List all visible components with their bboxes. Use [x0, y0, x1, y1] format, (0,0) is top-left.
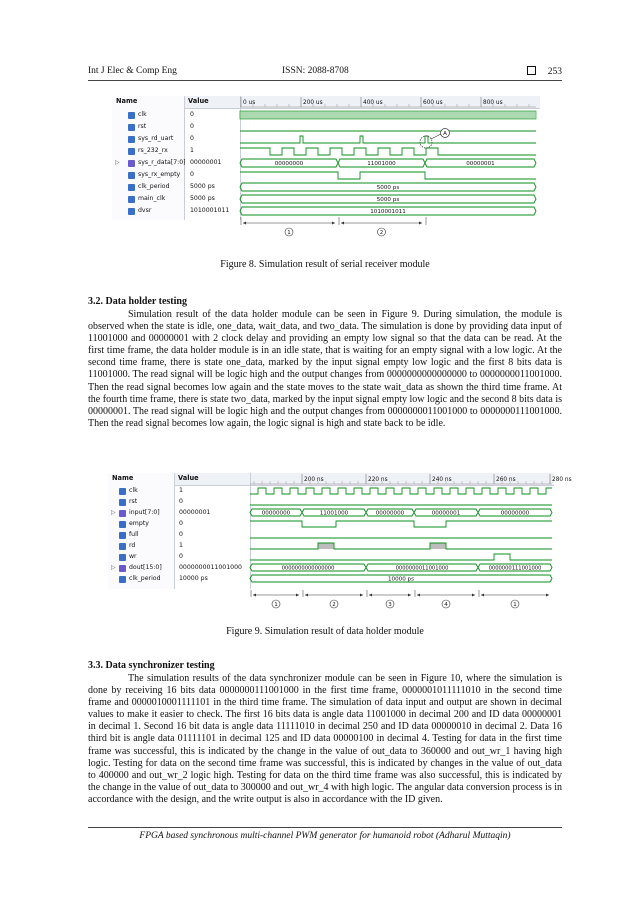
signal-name: sys_rx_empty	[138, 171, 181, 178]
frame-arrow-head	[360, 594, 363, 597]
frame-number: 1	[287, 230, 291, 236]
signal-name: main_clk	[138, 195, 166, 202]
journal-name: Int J Elec & Comp Eng	[88, 66, 177, 76]
signal-icon	[119, 576, 126, 583]
clk-wave	[250, 488, 552, 494]
fig8-wave-area	[240, 96, 540, 246]
marker-a-circle	[420, 136, 432, 148]
dout-bus-label: 0000000011001000	[395, 565, 449, 572]
expand-triangle-icon: ▷	[115, 159, 120, 166]
issn: ISSN: 2088-8708	[282, 66, 349, 76]
empty-wave	[250, 521, 552, 527]
frame-number: 1	[513, 602, 517, 608]
fig8-value-header: Value	[188, 97, 209, 105]
signal-icon	[128, 124, 135, 131]
fig9-name-header: Name	[112, 474, 134, 482]
time-tick-label: 280 ns	[552, 477, 572, 483]
expand-triangle-icon: ▷	[111, 509, 116, 516]
signal-value: 00000001	[179, 509, 211, 516]
input-bus-label: 00000000	[500, 510, 530, 517]
frame-arrow-head	[253, 594, 256, 597]
signal-value: 0	[179, 531, 183, 538]
fig9-value-header: Value	[178, 474, 199, 482]
marker-a-label: A	[443, 131, 447, 137]
signal-value: 0	[190, 171, 194, 178]
signal-icon	[128, 184, 135, 191]
signal-name: clk	[129, 487, 138, 494]
section-3-2-text	[88, 309, 562, 430]
time-tick-label: 600 us	[423, 100, 443, 106]
fig9-wave-area	[250, 473, 572, 617]
signal-value: 10000 ps	[179, 575, 208, 582]
signal-value: 1	[179, 542, 183, 549]
signal-icon	[128, 196, 135, 203]
time-tick-label: 200 us	[303, 100, 323, 106]
frame-arrow-head	[472, 594, 475, 597]
rd-high-fill	[318, 543, 334, 549]
signal-icon	[119, 554, 126, 561]
footer-rule	[88, 827, 562, 828]
signal-value: 0	[190, 111, 194, 118]
figure-8-waveform	[112, 96, 540, 246]
rd-wave	[250, 543, 552, 549]
signal-value: 00000001	[190, 159, 222, 166]
sys-r-data-bus-label: 00000000	[274, 161, 304, 167]
time-tick-label: 0 us	[243, 100, 256, 106]
frame-number: 1	[274, 602, 278, 608]
section-3-3-text	[88, 673, 562, 806]
expand-triangle-icon: ▷	[111, 564, 116, 571]
signal-name: clk_period	[138, 183, 170, 190]
signal-name: clk	[138, 111, 147, 118]
signal-icon	[119, 532, 126, 539]
section-3-3-title: 3.3. Data synchronizer testing	[88, 660, 215, 671]
frame-arrow-head	[369, 594, 372, 597]
rs-232-rx-wave	[240, 148, 536, 155]
figure-9-waveform	[108, 473, 572, 617]
page-number-group	[527, 66, 562, 77]
signal-name: input[7:0]	[129, 509, 160, 516]
section-3-3-body: The simulation results of the data synchronizer module can be seen in Figure 10, where the simulation is done by receiving 16 bits data 0000000111001000 in the first time frame, 0000001011111010 in the second time frame and 0000010001111101 in the third time frame. The simulation of data input and output are shown in decimal values to make it easier to check. The first 16 bits data is angle data 11001000 in decimal 200 and ID data 00000001 in decimal 1. Second 16 bit data is angle data 11111010 in decimal 250 and ID data 00000010 in decimal 2. Data 16 third bit is angle data 01111101 in decimal 125 and ID data 00000100 in decimal 4. Testing for data in the first time frame was successful, this is indicated by the change in the value of out_data to 360000 and out_wr_1 having high logic. Testing for data on the second time frame was successful, this is indicated by changes in the value of out_data to 400000 and out_wr_2 logic high. Testing for data on the third time frame was also successful, this is indicated by the change in the value of out_data to 300000 and out_wr_4 with high logic. The angular data conversion process is in accordance with the design, and the write output is also in accordance with the ID given.	[88, 673, 562, 805]
frame-arrow-head	[481, 594, 484, 597]
time-tick-label: 220 ns	[368, 477, 388, 483]
sys-rd-uart-wave	[240, 136, 536, 143]
frame-number: 4	[444, 602, 448, 608]
footer-running-title: FPGA based synchronous multi-channel PWM generator for humanoid robot (Adharul Muttaqin)	[139, 831, 511, 841]
signal-name: rst	[138, 123, 147, 130]
signal-value: 1	[190, 147, 194, 154]
section-3-2-body: Simulation result of the data holder module can be seen in Figure 9. During simulation, the module is observed when the state is idle, one_data, wait_data, and two_data. The simulation is done by providing data input of 11001000 and 00000001 with 2 clock delay and providing an empty low signal so that the data can be read. At the first time frame, the data holder module is in an idle state, that is waiting for an empty signal with a low logic. At the second time frame, there is state one_data, marked by the input signal empty low logic and the first 8 bits data is 11001000. The read signal will be logic high and the output changes from 0000000000000000 to 0000000011001000. Then the read signal becomes low again and the state moves to the state wait_data as shown the third time frame. At the fourth time frame, there is state two_data, marked by the input signal empty low logic and the second 8 bits data is 00000001. The read signal will be logic high and the output changes from 0000000011001000 to 0000000111001000. Then the read signal becomes low again, the logic signal is high and state back to be idle.	[88, 309, 562, 429]
figure-8-caption: Figure 8. Simulation result of serial receiver module	[220, 259, 430, 270]
frame-number: 2	[379, 230, 384, 236]
signal-value: 5000 ps	[190, 195, 215, 202]
wr-wave	[250, 554, 552, 560]
frame-number: 2	[332, 602, 336, 608]
frame-arrow-head	[408, 594, 411, 597]
frame-arrow-head	[417, 594, 420, 597]
signal-icon	[128, 160, 135, 167]
signal-value: 5000 ps	[190, 183, 215, 190]
signal-value: 1010001011	[190, 207, 230, 214]
signal-name: empty	[129, 520, 149, 527]
sys-r-data-bus-label: 11001000	[367, 161, 396, 167]
frame-arrow-head	[296, 594, 299, 597]
signal-value: 0	[190, 123, 194, 130]
signal-icon	[128, 208, 135, 215]
section-3-2-title: 3.2. Data holder testing	[88, 296, 187, 307]
signal-icon	[119, 488, 126, 495]
fig8-name-header: Name	[116, 97, 138, 105]
clk-period-bus-label: 5000 ps	[376, 185, 400, 191]
signal-name: wr	[129, 553, 137, 560]
dvsr-bus-label: 1010001011	[370, 209, 406, 215]
frame-arrow-head	[341, 222, 344, 225]
figure-9-caption: Figure 9. Simulation result of data holder module	[226, 626, 424, 637]
page-number: 253	[547, 67, 562, 77]
signal-icon	[119, 565, 126, 572]
main-clk-bus-label: 5000 ps	[376, 197, 400, 203]
running-header	[88, 66, 562, 80]
time-tick-label: 240 ns	[432, 477, 452, 483]
signal-name: full	[129, 531, 139, 538]
time-tick-label: 400 us	[363, 100, 383, 106]
signal-name: rst	[129, 498, 138, 505]
signal-value: 0000000011001000	[179, 564, 242, 571]
signal-icon	[119, 510, 126, 517]
frame-arrow-head	[243, 222, 246, 225]
input-bus-label: 00000001	[431, 510, 461, 517]
signal-icon	[128, 112, 135, 119]
sys-r-data-bus-label: 00000001	[466, 161, 495, 167]
signal-value: 0	[179, 520, 183, 527]
signal-icon	[119, 543, 126, 550]
square-bullet-icon	[527, 66, 536, 75]
dout-bus-label: 0000000111001000	[488, 565, 542, 572]
marker-a-leader	[431, 134, 441, 139]
rd-high-fill	[430, 543, 446, 549]
input-bus-label: 00000000	[261, 510, 291, 517]
signal-icon	[128, 172, 135, 179]
signal-icon	[119, 499, 126, 506]
input-bus-label: 00000000	[375, 510, 405, 517]
time-tick-label: 800 us	[483, 100, 503, 106]
signal-name: rd	[129, 542, 136, 549]
input-bus-label: 11001000	[319, 510, 349, 517]
clk-period-bus-label: 10000 ps	[387, 576, 415, 583]
signal-value: 1	[179, 487, 183, 494]
frame-arrow-head	[546, 594, 549, 597]
header-rule	[88, 80, 562, 81]
frame-number: 3	[388, 602, 392, 608]
sys-rx-empty-wave	[240, 172, 536, 179]
signal-value: 0	[179, 498, 183, 505]
signal-name: dvsr	[138, 207, 152, 214]
signal-icon	[119, 521, 126, 528]
signal-icon	[128, 148, 135, 155]
signal-value: 0	[190, 135, 194, 142]
signal-icon	[128, 136, 135, 143]
dout-bus-label: 0000000000000000	[281, 565, 335, 572]
frame-arrow-head	[332, 222, 335, 225]
time-tick-label: 260 ns	[496, 477, 516, 483]
frame-arrow-head	[419, 222, 422, 225]
signal-name: dout[15:0]	[129, 564, 162, 571]
time-tick-label: 200 ns	[304, 477, 324, 483]
frame-arrow-head	[305, 594, 308, 597]
signal-name: sys_rd_uart	[138, 135, 174, 142]
signal-name: sys_r_data[7:0]	[138, 159, 186, 166]
signal-name: clk_period	[129, 575, 161, 582]
signal-name: rs_232_rx	[138, 147, 168, 154]
signal-value: 0	[179, 553, 183, 560]
